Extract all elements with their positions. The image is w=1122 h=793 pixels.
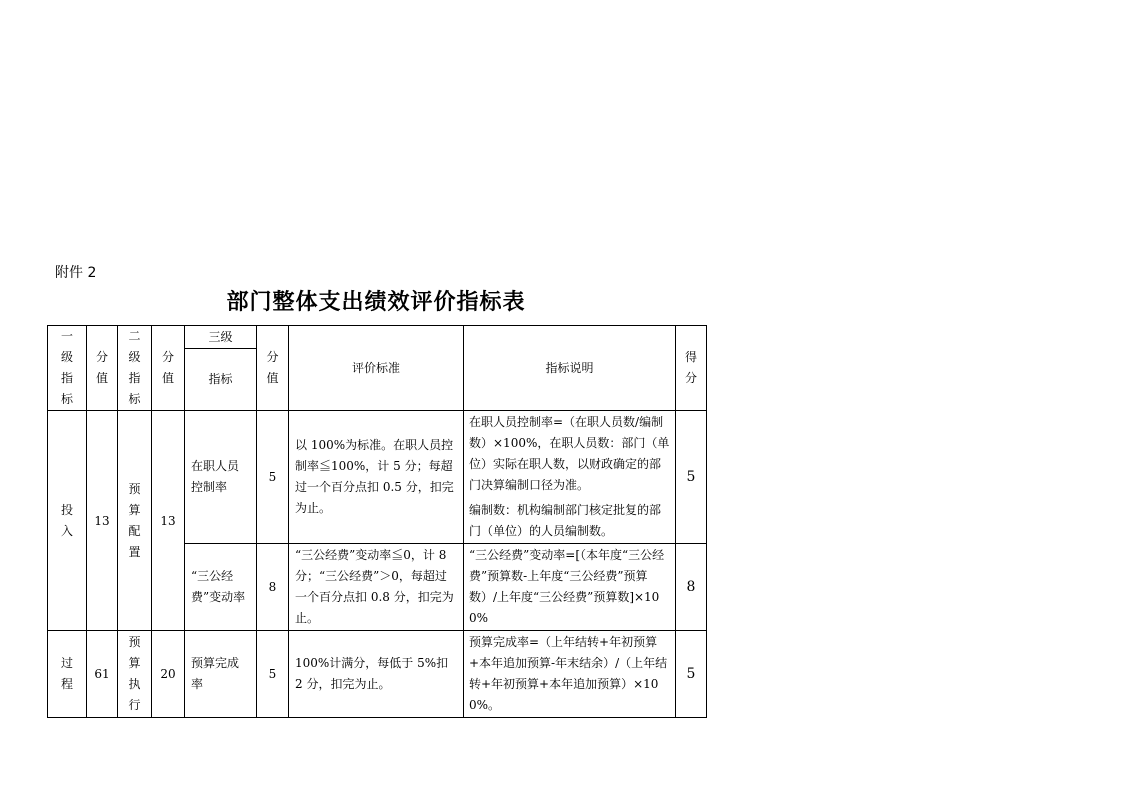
header-level1-score-text: 分值 [95,350,108,385]
level2-text: 预算配置 [128,481,141,559]
level2-cell [118,631,152,718]
explanation-text: “三公经费”变动率=[（本年度“三公经费”预算数-上年度“三公经费”预算数）/上年度“三公经费”预算数]×100% [469,548,665,625]
points-cell: 5 [676,411,707,544]
standard-cell [289,631,464,718]
standard-text: “三公经费”变动率≦0，计 8 分；“三公经费”＞0，每超过一个百分点扣 0.8 分，扣完为止。 [295,548,454,625]
level3-cell [185,411,257,544]
page-title: 部门整体支出绩效评价指标表 [226,290,526,315]
explanation-cell [464,631,676,718]
explanation-text: 在职人员控制率=（在职人员数/编制数）×100%，在职人员数：部门（单位）实际在职人数，以财政确定的部门决算编制口径为准。 [469,415,670,492]
explanation-cell [464,411,676,544]
table-header-row [48,326,707,349]
standard-cell [289,411,464,544]
level1-score-cell: 13 [87,411,118,631]
standard-cell [289,544,464,631]
header-level3-score [257,326,289,411]
header-level2 [118,326,152,411]
attachment-label: 附件 2 [55,265,97,281]
header-explanation: 指标说明 [464,326,676,411]
level2-text: 预算执行 [128,635,141,712]
header-level1-score [87,326,118,411]
level1-text: 过程 [60,656,73,691]
header-level2-text: 二级指标 [128,329,141,406]
header-level3-score-text: 分值 [266,350,279,385]
header-standard: 评价标准 [289,326,464,411]
table-row [48,411,707,544]
level1-cell [48,411,87,631]
level1-score-cell: 61 [87,631,118,718]
level2-score-cell: 20 [152,631,185,718]
level3-text: 预算完成率 [191,656,240,691]
points-cell: 8 [676,544,707,631]
level2-cell [118,411,152,631]
level3-cell [185,631,257,718]
standard-text: 100%计满分，每低于 5%扣 2 分，扣完为止。 [295,656,449,691]
header-points-text: 得分 [684,350,697,385]
header-level3-group: 三级 [185,326,257,349]
level3-text: “三公经费”变动率 [191,569,246,604]
points-cell: 5 [676,631,707,718]
header-level3: 指标 [185,348,257,410]
level2-score-cell: 13 [152,411,185,631]
level3-score-cell: 5 [257,411,289,544]
header-level1 [48,326,87,411]
level3-text: 在职人员控制率 [191,459,240,494]
evaluation-table [47,325,707,718]
header-level2-score [152,326,185,411]
standard-text: 以 100%为标准。在职人员控制率≦100%，计 5 分；每超过一个百分点扣 0.5 分，扣完为止。 [295,438,454,515]
level1-text: 投入 [60,502,73,538]
explanation-cell [464,544,676,631]
level3-score-cell: 5 [257,631,289,718]
level3-score-cell: 8 [257,544,289,631]
level3-cell [185,544,257,631]
header-level2-score-text: 分值 [161,350,174,385]
level1-cell [48,631,87,718]
header-level1-text: 一级指标 [60,329,73,406]
header-points [676,326,707,411]
explanation-text: 预算完成率=（上年结转+年初预算+本年追加预算-年末结余）/（上年结转+年初预算+本年追加预算）×100%。 [469,635,668,712]
explanation-text-2: 编制数：机构编制部门核定批复的部门（单位）的人员编制数。 [469,503,662,538]
table-row [48,631,707,718]
